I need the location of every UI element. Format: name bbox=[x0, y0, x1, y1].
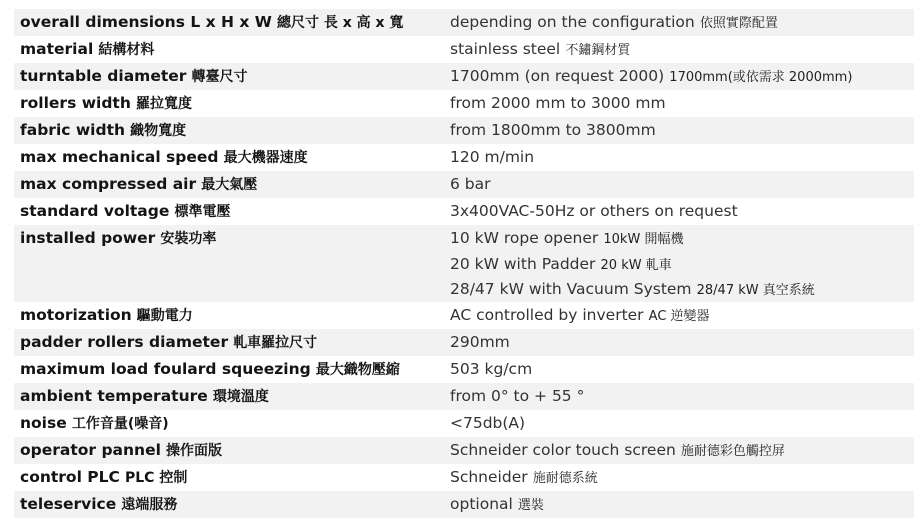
spec-label-zh: 標準電壓 bbox=[174, 204, 231, 220]
spec-value-cell bbox=[444, 144, 914, 171]
spec-value-cell bbox=[444, 410, 914, 437]
spec-value-en: AC controlled by inverter bbox=[450, 305, 644, 324]
spec-label-cell bbox=[14, 302, 444, 329]
spec-label-en: motorization bbox=[20, 305, 132, 324]
spec-label-en: teleservice bbox=[20, 494, 117, 513]
spec-value-cell bbox=[444, 9, 914, 36]
spec-label-cell bbox=[14, 144, 444, 171]
spec-value-zh: 施耐德系統 bbox=[532, 470, 598, 486]
spec-label-cell bbox=[14, 225, 444, 302]
spec-value-en: optional bbox=[450, 494, 513, 513]
spec-value-zh: AC 逆變器 bbox=[648, 308, 710, 324]
spec-value-line bbox=[450, 9, 914, 35]
spec-label-cell bbox=[14, 198, 444, 225]
spec-value-line bbox=[450, 117, 914, 143]
spec-row bbox=[14, 491, 914, 518]
spec-label-cell bbox=[14, 491, 444, 518]
spec-value-zh: 20 kW 軋車 bbox=[600, 257, 672, 273]
spec-label-cell bbox=[14, 63, 444, 90]
spec-label-en: maximum load foulard squeezing bbox=[20, 359, 311, 378]
spec-value-cell bbox=[444, 464, 914, 491]
spec-value-line bbox=[450, 90, 914, 116]
spec-label-zh: 轉臺尺寸 bbox=[191, 69, 248, 85]
spec-value-line bbox=[450, 225, 914, 251]
specifications-table bbox=[14, 9, 914, 518]
spec-row bbox=[14, 171, 914, 198]
spec-value-line bbox=[450, 251, 914, 277]
spec-label-zh: 工作音量(噪音) bbox=[71, 415, 169, 432]
spec-label-zh: PLC 控制 bbox=[125, 469, 188, 486]
spec-row bbox=[14, 410, 914, 437]
spec-value-en: 6 bar bbox=[450, 175, 491, 193]
spec-value-cell bbox=[444, 36, 914, 63]
spec-label-zh: 最大機器速度 bbox=[223, 150, 308, 166]
spec-label-en: installed power bbox=[20, 229, 156, 247]
spec-value-line bbox=[450, 383, 914, 409]
spec-label-zh: 羅拉寬度 bbox=[135, 96, 192, 112]
spec-value-en: <75db(A) bbox=[450, 413, 526, 432]
spec-value-line bbox=[450, 276, 914, 302]
spec-value-cell bbox=[444, 437, 914, 464]
spec-label-zh: 最大氣壓 bbox=[201, 177, 258, 193]
spec-value-line bbox=[450, 36, 914, 62]
spec-label-cell bbox=[14, 464, 444, 491]
spec-value-cell bbox=[444, 329, 914, 356]
spec-value-en: from 1800mm to 3800mm bbox=[450, 121, 656, 139]
spec-value-cell bbox=[444, 356, 914, 383]
spec-label-cell bbox=[14, 90, 444, 117]
spec-label-cell bbox=[14, 383, 444, 410]
spec-value-zh: 10kW 開幅機 bbox=[603, 232, 684, 247]
spec-row bbox=[14, 9, 914, 36]
spec-label-en: rollers width bbox=[20, 94, 131, 112]
spec-label-cell bbox=[14, 117, 444, 144]
spec-value-zh: 施耐德彩色觸控屏 bbox=[680, 443, 785, 459]
spec-label-en: operator pannel bbox=[20, 440, 161, 459]
spec-label-zh: 環境溫度 bbox=[212, 388, 269, 405]
spec-value-line bbox=[450, 63, 914, 89]
spec-row bbox=[14, 302, 914, 329]
spec-value-en: 503 kg/cm bbox=[450, 359, 533, 378]
spec-label-cell bbox=[14, 410, 444, 437]
spec-value-cell bbox=[444, 225, 914, 302]
spec-label-zh: 織物寬度 bbox=[130, 123, 187, 139]
spec-label-cell bbox=[14, 9, 444, 36]
spec-label-cell bbox=[14, 437, 444, 464]
spec-value-line bbox=[450, 356, 914, 382]
spec-value-en: Schneider color touch screen bbox=[450, 440, 676, 459]
spec-row bbox=[14, 198, 914, 225]
spec-value-zh: 選裝 bbox=[517, 497, 544, 513]
spec-value-cell bbox=[444, 171, 914, 198]
spec-value-en: 1700mm (on request 2000) bbox=[450, 67, 665, 85]
spec-label-en: noise bbox=[20, 413, 67, 432]
spec-value-cell bbox=[444, 63, 914, 90]
spec-value-zh: 28/47 kW 真空系統 bbox=[696, 283, 815, 298]
spec-value-zh: 依照實際配置 bbox=[699, 16, 778, 31]
spec-label-en: overall dimensions L x H x W bbox=[20, 13, 272, 31]
spec-value-line bbox=[450, 144, 914, 170]
spec-row bbox=[14, 437, 914, 464]
spec-label-en: max compressed air bbox=[20, 175, 197, 193]
spec-value-line bbox=[450, 410, 914, 436]
spec-value-line bbox=[450, 171, 914, 197]
spec-row bbox=[14, 464, 914, 491]
spec-label-zh: 驅動電力 bbox=[136, 307, 193, 324]
spec-value-cell bbox=[444, 90, 914, 117]
spec-value-line bbox=[450, 302, 914, 328]
spec-value-en: 10 kW rope opener bbox=[450, 229, 599, 247]
spec-value-en: 120 m/min bbox=[450, 148, 535, 166]
spec-value-line bbox=[450, 437, 914, 463]
specifications-body bbox=[14, 9, 914, 518]
spec-value-line bbox=[450, 491, 914, 517]
spec-label-zh: 最大織物壓縮 bbox=[315, 361, 400, 378]
spec-value-zh: 不鏽鋼材質 bbox=[565, 43, 631, 58]
spec-row bbox=[14, 329, 914, 356]
spec-label-zh: 總尺寸 長 x 高 x 寬 bbox=[276, 15, 404, 31]
spec-label-zh: 操作面版 bbox=[166, 442, 223, 459]
spec-label-zh: 安裝功率 bbox=[160, 231, 217, 247]
spec-label-cell bbox=[14, 329, 444, 356]
spec-value-line bbox=[450, 329, 914, 355]
spec-value-en: 20 kW with Padder bbox=[450, 254, 596, 273]
spec-value-line bbox=[450, 464, 914, 490]
spec-row bbox=[14, 144, 914, 171]
spec-value-en: depending on the configuration bbox=[450, 13, 695, 31]
spec-value-cell bbox=[444, 198, 914, 225]
spec-label-en: turntable diameter bbox=[20, 67, 187, 85]
spec-label-zh: 軋車羅拉尺寸 bbox=[233, 334, 318, 351]
spec-label-en: fabric width bbox=[20, 121, 126, 139]
spec-label-zh: 遠端服務 bbox=[121, 496, 178, 513]
spec-value-en: Schneider bbox=[450, 467, 528, 486]
spec-row bbox=[14, 36, 914, 63]
spec-label-en: standard voltage bbox=[20, 202, 170, 220]
spec-value-cell bbox=[444, 383, 914, 410]
spec-value-line bbox=[450, 198, 914, 224]
spec-row bbox=[14, 90, 914, 117]
spec-value-en: 290mm bbox=[450, 332, 510, 351]
spec-label-cell bbox=[14, 356, 444, 383]
spec-label-en: ambient temperature bbox=[20, 386, 208, 405]
spec-label-en: material bbox=[20, 40, 94, 58]
spec-value-cell bbox=[444, 491, 914, 518]
spec-row bbox=[14, 356, 914, 383]
spec-value-en: stainless steel bbox=[450, 40, 561, 58]
spec-label-cell bbox=[14, 36, 444, 63]
spec-value-en: 28/47 kW with Vacuum System bbox=[450, 280, 692, 298]
spec-label-zh: 結構材料 bbox=[98, 42, 155, 58]
spec-row bbox=[14, 63, 914, 90]
spec-value-zh: 1700mm(或依需求 2000mm) bbox=[669, 70, 853, 85]
spec-value-en: 3x400VAC-50Hz or others on request bbox=[450, 202, 738, 220]
spec-label-cell bbox=[14, 171, 444, 198]
spec-row bbox=[14, 225, 914, 302]
spec-row bbox=[14, 117, 914, 144]
spec-row bbox=[14, 383, 914, 410]
spec-label-en: padder rollers diameter bbox=[20, 332, 229, 351]
spec-value-en: from 0° to + 55 ° bbox=[450, 386, 585, 405]
spec-value-cell bbox=[444, 302, 914, 329]
spec-value-cell bbox=[444, 117, 914, 144]
spec-label-en: control PLC bbox=[20, 467, 120, 486]
spec-label-en: max mechanical speed bbox=[20, 148, 219, 166]
spec-value-en: from 2000 mm to 3000 mm bbox=[450, 94, 666, 112]
